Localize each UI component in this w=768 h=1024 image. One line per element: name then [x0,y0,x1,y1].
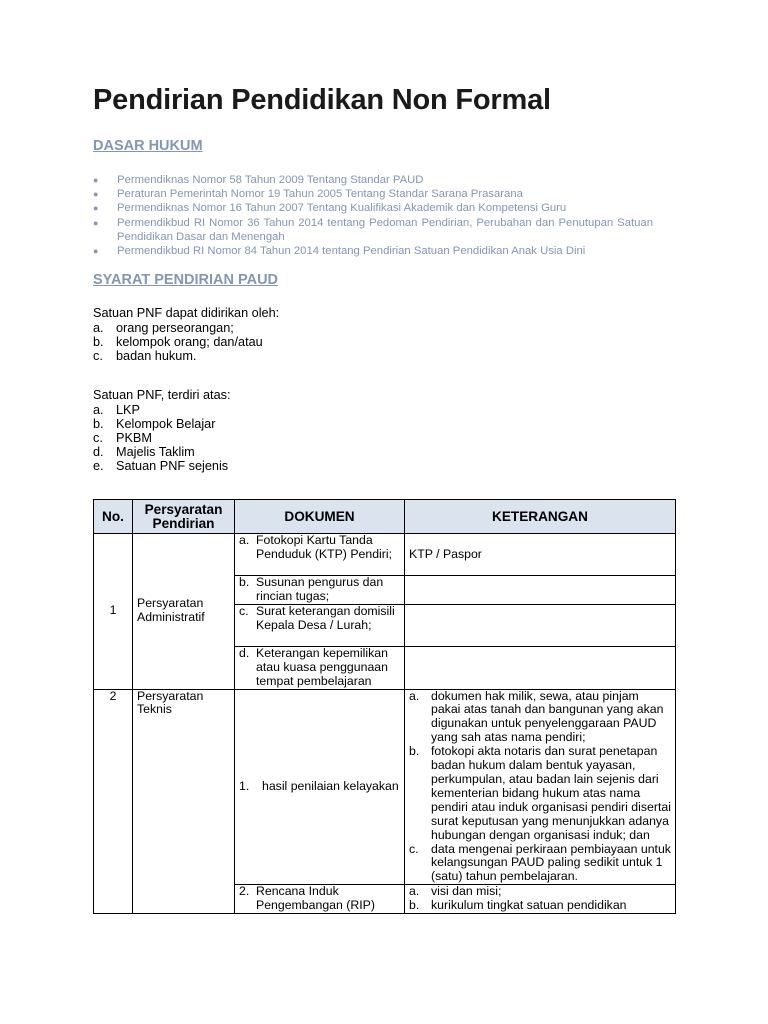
list-item: b. fotokopi akta notaris dan surat penetapan badan hukum dalam bentuk yayasan, perkumpulan, atau badan lain sejenis dari kementerian bidang hukum atas nama pendiri atau induk organisasi pendiri disertai surat keputusan yang menunjukkan adanya hubungan dengan organisasi induk; dan [409,744,671,842]
document-cell: 2. Rencana Induk Pengembangan (RIP) [235,885,405,914]
requirement-type: Persyaratan Teknis [133,689,235,914]
bullet-icon: ● [93,246,99,257]
document-cell: d. Keterangan kepemilikan atau kuasa penggunaan tempat pembelajaran [235,646,405,689]
note-cell [405,604,676,646]
table-row [94,689,676,885]
syarat-heading: SYARAT PENDIRIAN PAUD [93,272,279,288]
bullet-icon: ● [93,203,99,214]
list-item: a. visi dan misi; [409,884,502,899]
pendiri-list [93,321,263,363]
note-cell [405,646,676,689]
list-item: b. Kelompok Belajar [93,417,216,431]
table-row [94,534,676,576]
document-cell: b. Susunan pengurus dan rincian tugas; [235,576,405,605]
document-cell: 1. hasil penilaian kelayakan [235,689,405,885]
list-item: c. PKBM [93,431,152,445]
dasar-hukum-list [93,173,653,258]
list-item: a. dokumen hak milik, sewa, atau pinjam pakai atas tanah dan bangunan yang akan digunakan untuk penyelenggaraan PAUD yang sah atas nama pendiri; [409,688,664,745]
bullet-icon: ● [93,217,99,228]
list-item: ● Permendiknas Nomor 58 Tahun 2009 Tentang Standar PAUD [93,174,424,186]
bullet-icon: ● [93,175,99,185]
document-cell: a. Fotokopi Kartu Tanda Penduduk (KTP) Pendiri; [235,534,405,576]
list-item: ● Permendikbud RI Nomor 84 Tahun 2014 tentang Pendirian Satuan Pendidikan Anak Usia Dini [93,245,586,258]
document-cell: c. Surat keterangan domisili Kepala Desa / Lurah; [235,604,405,646]
list-item: c. badan hukum. [93,349,197,363]
requirement-type: Persyaratan Administratif [133,534,235,690]
list-item: c. data mengenai perkiraan pembiayaan untuk kelangsungan PAUD paling sedikit untuk 1 (satu) tahun pembelajaran. [409,841,671,884]
note-cell: KTP / Paspor [405,534,676,576]
intro-terdiri: Satuan PNF, terdiri atas: [93,388,231,402]
list-item: b. kelompok orang; dan/atau [93,335,263,349]
note-cell [405,576,676,605]
intro-didirikan: Satuan PNF dapat didirikan oleh: [93,306,280,320]
requirements-table [93,499,676,914]
note-cell [405,689,676,885]
list-item: e. Satuan PNF sejenis [93,459,229,473]
note-list [409,885,671,913]
note-list [409,690,671,885]
header-no: No. [94,500,133,534]
header-keterangan: KETERANGAN [405,500,676,534]
dasar-hukum-heading: DASAR HUKUM [93,138,203,154]
page-title: Pendirian Pendidikan Non Formal [93,84,551,116]
table-header-row [94,500,676,534]
list-item: d. Majelis Taklim [93,445,195,459]
list-item: ● Peraturan Pemerintah Nomor 19 Tahun 2005 Tentang Standar Sarana Prasarana [93,188,523,201]
row-number: 1 [94,534,133,690]
list-item: ● Permendikbud RI Nomor 36 Tahun 2014 tentang Pedoman Pendirian, Perubahan dan Penutupan Satuan Pendidikan Dasar dan Menengah [93,216,653,243]
row-number: 2 [94,689,133,914]
list-item: a. orang perseorangan; [93,321,234,335]
bullet-icon: ● [93,189,99,200]
list-item: a. LKP [93,403,140,417]
list-item: b. kurikulum tingkat satuan pendidikan [409,898,627,913]
jenis-pnf-list [93,403,228,473]
list-item: ● Permendiknas Nomor 16 Tahun 2007 Tentang Kualifikasi Akademik dan Kompetensi Guru [93,202,567,215]
header-dokumen: DOKUMEN [235,500,405,534]
note-cell [405,885,676,914]
header-persyaratan: Persyaratan Pendirian [133,500,235,534]
